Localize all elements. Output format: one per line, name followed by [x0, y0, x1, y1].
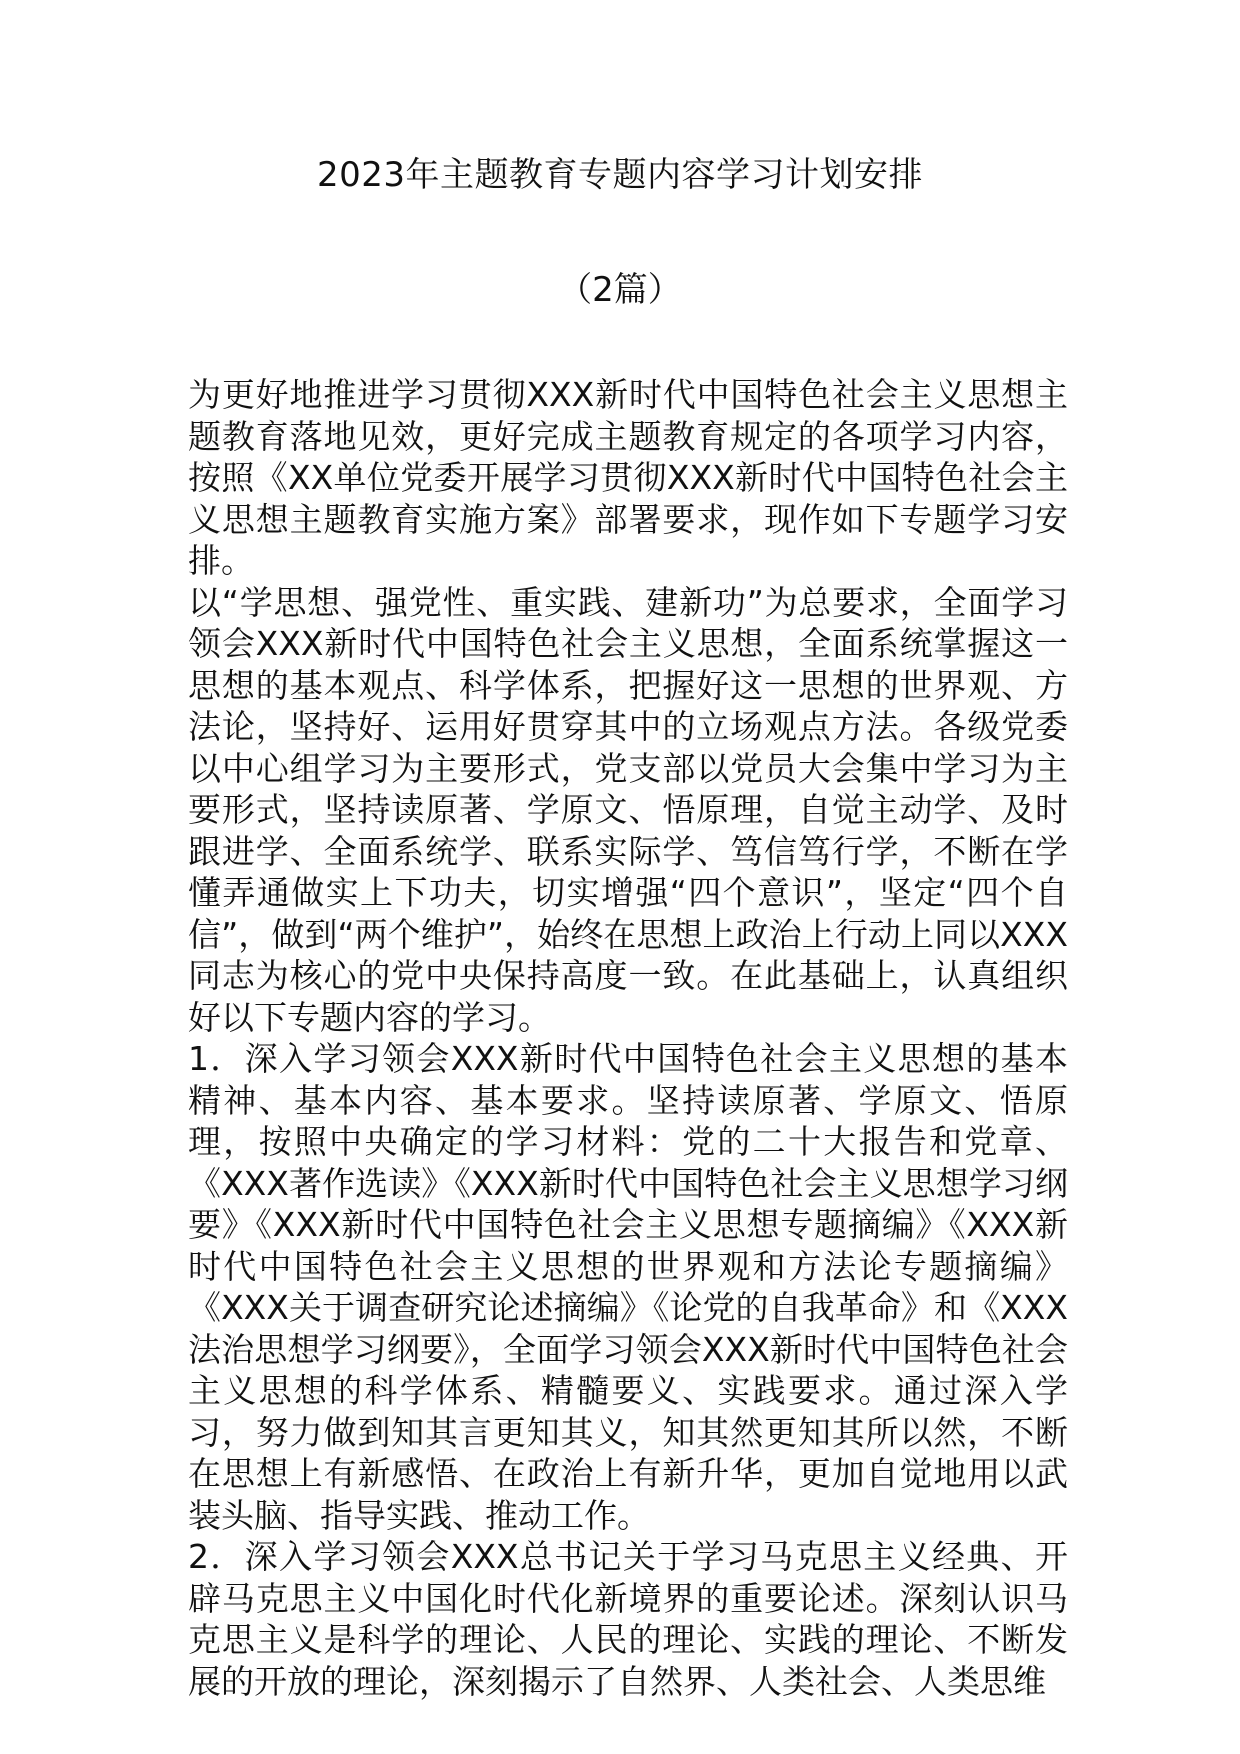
document-subtitle: （2篇）	[558, 270, 682, 310]
paragraph-requirements: 以“学思想、强党性、重实践、建新功”为总要求，全面学习领会XXX新时代中国特色社会主义思想，全面系统掌握这一思想的基本观点、科学体系，把握好这一思想的世界观、方法论，坚持好、运用好贯穿其中的立场观点方法。各级党委以中心组学习为主要形式，党支部以党员大会集中学习为主要形式，坚持读原著、学原文、悟原理，自觉主动学、及时跟进学、全面系统学、联系实际学、笃信笃行学，不断在学懂弄通做实上下功夫，切实增强“四个意识”，坚定“四个自信”，做到“两个维护”，始终在思想上政治上行动上同以XXX同志为核心的党中央保持高度一致。在此基础上，认真组织好以下专题内容的学习。	[188, 582, 1068, 1037]
paragraph-intro: 为更好地推进学习贯彻XXX新时代中国特色社会主义思想主题教育落地见效，更好完成主题教育规定的各项学习内容，按照《XX单位党委开展学习贯彻XXX新时代中国特色社会主义思想主题教育实施方案》部署要求，现作如下专题学习安排。	[188, 375, 1068, 580]
paragraph-item-2: 2．深入学习领会XXX总书记关于学习马克思主义经典、开辟马克思主义中国化时代化新境界的重要论述。深刻认识马克思主义是科学的理论、人民的理论、实践的理论、不断发展的开放的理论，深刻揭示了自然界、人类社会、人类思维	[188, 1537, 1068, 1701]
document-body	[188, 374, 1068, 1702]
document-title: 2023年主题教育专题内容学习计划安排	[316, 155, 924, 195]
paragraph-item-1: 1．深入学习领会XXX新时代中国特色社会主义思想的基本精神、基本内容、基本要求。坚持读原著、学原文、悟原理，按照中央确定的学习材料：党的二十大报告和党章、《XXX著作选读》《XXX新时代中国特色社会主义思想学习纲要》《XXX新时代中国特色社会主义思想专题摘编》《XXX新时代中国特色社会主义思想的世界观和方法论专题摘编》《XXX关于调查研究论述摘编》《论党的自我革命》和《XXX法治思想学习纲要》，全面学习领会XXX新时代中国特色社会主义思想的科学体系、精髓要义、实践要求。通过深入学习，努力做到知其言更知其义，知其然更知其所以然，不断在思想上有新感悟、在政治上有新升华，更加自觉地用以武装头脑、指导实践、推动工作。	[188, 1039, 1068, 1535]
